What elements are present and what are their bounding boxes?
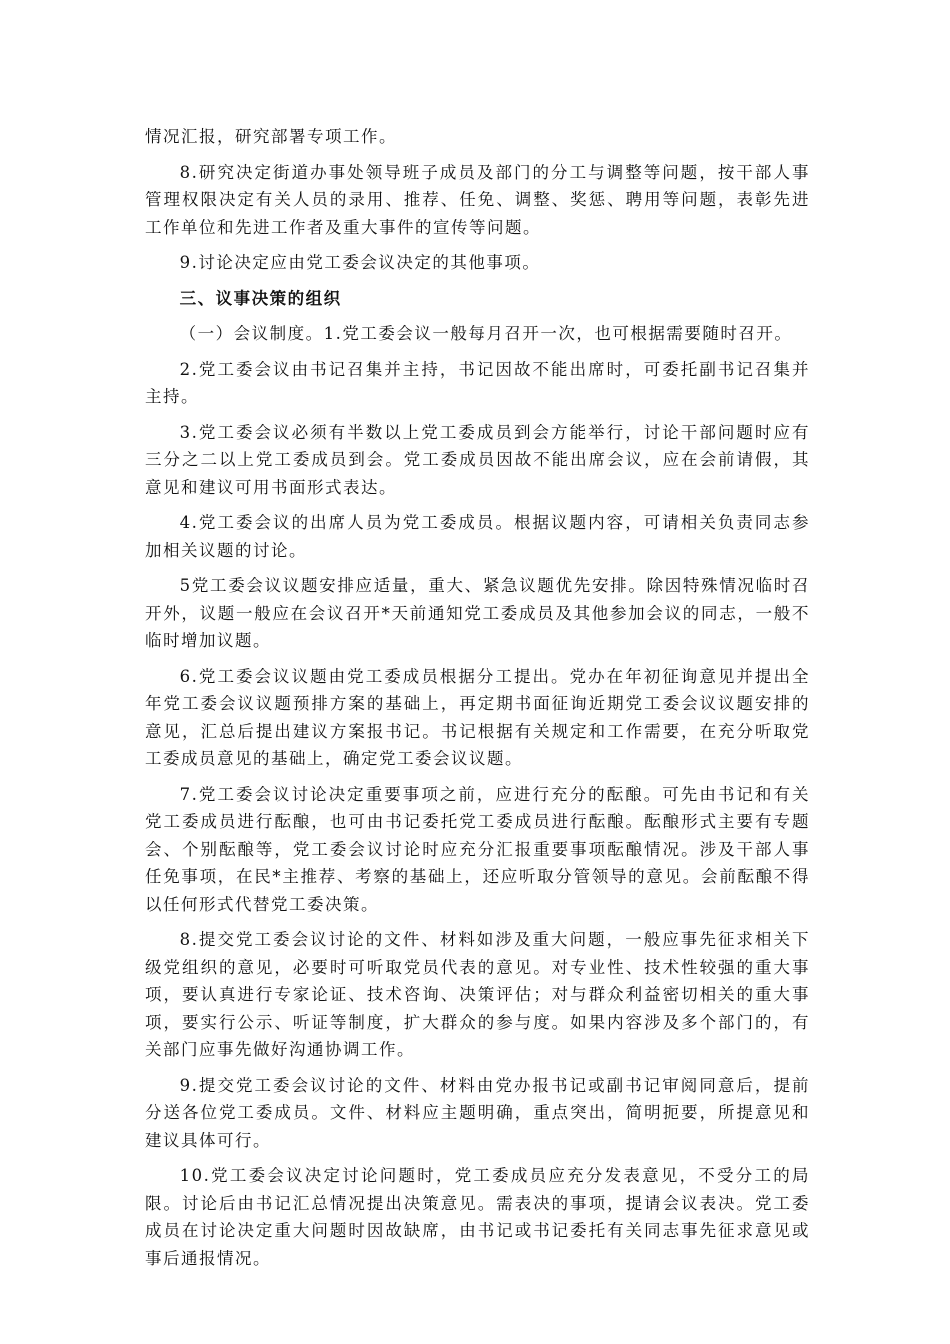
paragraph-rule-5: 5党工委会议议题安排应适量，重大、紧急议题优先安排。除因特殊情况临时召开外，议题一般应在会议召开*天前通知党工委成员及其他参加会议的同志，一般不临时增加议题。 — [145, 576, 810, 650]
paragraph-rule-3: 3.党工委会议必须有半数以上党工委成员到会方能举行，讨论干部问题时应有三分之二以上党工委成员到会。党工委成员因故不能出席会议，应在会前请假，其意见和建议可用书面形式表达。 — [145, 422, 810, 497]
paragraph-rule-6: 6.党工委会议议题由党工委成员根据分工提出。党办在年初征询意见并提出全年党工委会议议题预排方案的基础上，再定期书面征询近期党工委会议议题安排的意见，汇总后提出建议方案报书记。书记根据有关规定和工作需要，在充分听取党工委成员意见的基础上，确定党工委会议议题。 — [145, 666, 810, 768]
paragraph-rule-10: 10.党工委会议决定讨论问题时，党工委成员应充分发表意见，不受分工的局限。讨论后由书记汇总情况提出决策意见。需表决的事项，提请会议表决。党工委成员在讨论决定重大问题时因故缺席，由书记或书记委托有关同志事先征求意见或事后通报情况。 — [145, 1166, 810, 1268]
section-heading: 三、议事决策的组织 — [179, 288, 342, 308]
document-page — [145, 123, 810, 1280]
paragraph-item-8: 8.研究决定街道办事处领导班子成员及部门的分工与调整等问题，按干部人事管理权限决定有关人员的录用、推荐、任免、调整、奖惩、聘用等问题，表彰先进工作单位和先进工作者及重大事件的宣传等问题。 — [145, 162, 810, 237]
paragraph-rule-7: 7.党工委会议讨论决定重要事项之前，应进行充分的酝酿。可先由书记和有关党工委成员进行酝酿，也可由书记委托党工委成员进行酝酿。酝酿形式主要有专题会、个别酝酿等，党工委会议讨论时应充分汇报重要事项酝酿情况。涉及干部人事任免事项，在民*主推荐、考察的基础上，还应听取分管领导的意见。会前酝酿不得以任何形式代替党工委决策。 — [145, 784, 810, 914]
paragraph-continued: 情况汇报，研究部署专项工作。 — [145, 127, 397, 146]
paragraph-meeting-system: （一）会议制度。1.党工委会议一般每月召开一次，也可根据需要随时召开。 — [179, 324, 793, 343]
paragraph-rule-9: 9.提交党工委会议讨论的文件、材料由党办报书记或副书记审阅同意后，提前分送各位党工委成员。文件、材料应主题明确，重点突出，简明扼要，所提意见和建议具体可行。 — [145, 1075, 810, 1150]
paragraph-rule-2: 2.党工委会议由书记召集并主持，书记因故不能出席时，可委托副书记召集并主持。 — [145, 359, 810, 406]
paragraph-rule-4: 4.党工委会议的出席人员为党工委成员。根据议题内容，可请相关负责同志参加相关议题的讨论。 — [145, 513, 810, 560]
paragraph-item-9: 9.讨论决定应由党工委会议决定的其他事项。 — [179, 253, 541, 272]
paragraph-rule-8: 8.提交党工委会议讨论的文件、材料如涉及重大问题，一般应事先征求相关下级党组织的意见，必要时可听取党员代表的意见。对专业性、技术性较强的重大事项，要认真进行专家论证、技术咨询、决策评估；对与群众利益密切相关的重大事项，要实行公示、听证等制度，扩大群众的参与度。如果内容涉及多个部门的，有关部门应事先做好沟通协调工作。 — [145, 930, 810, 1059]
